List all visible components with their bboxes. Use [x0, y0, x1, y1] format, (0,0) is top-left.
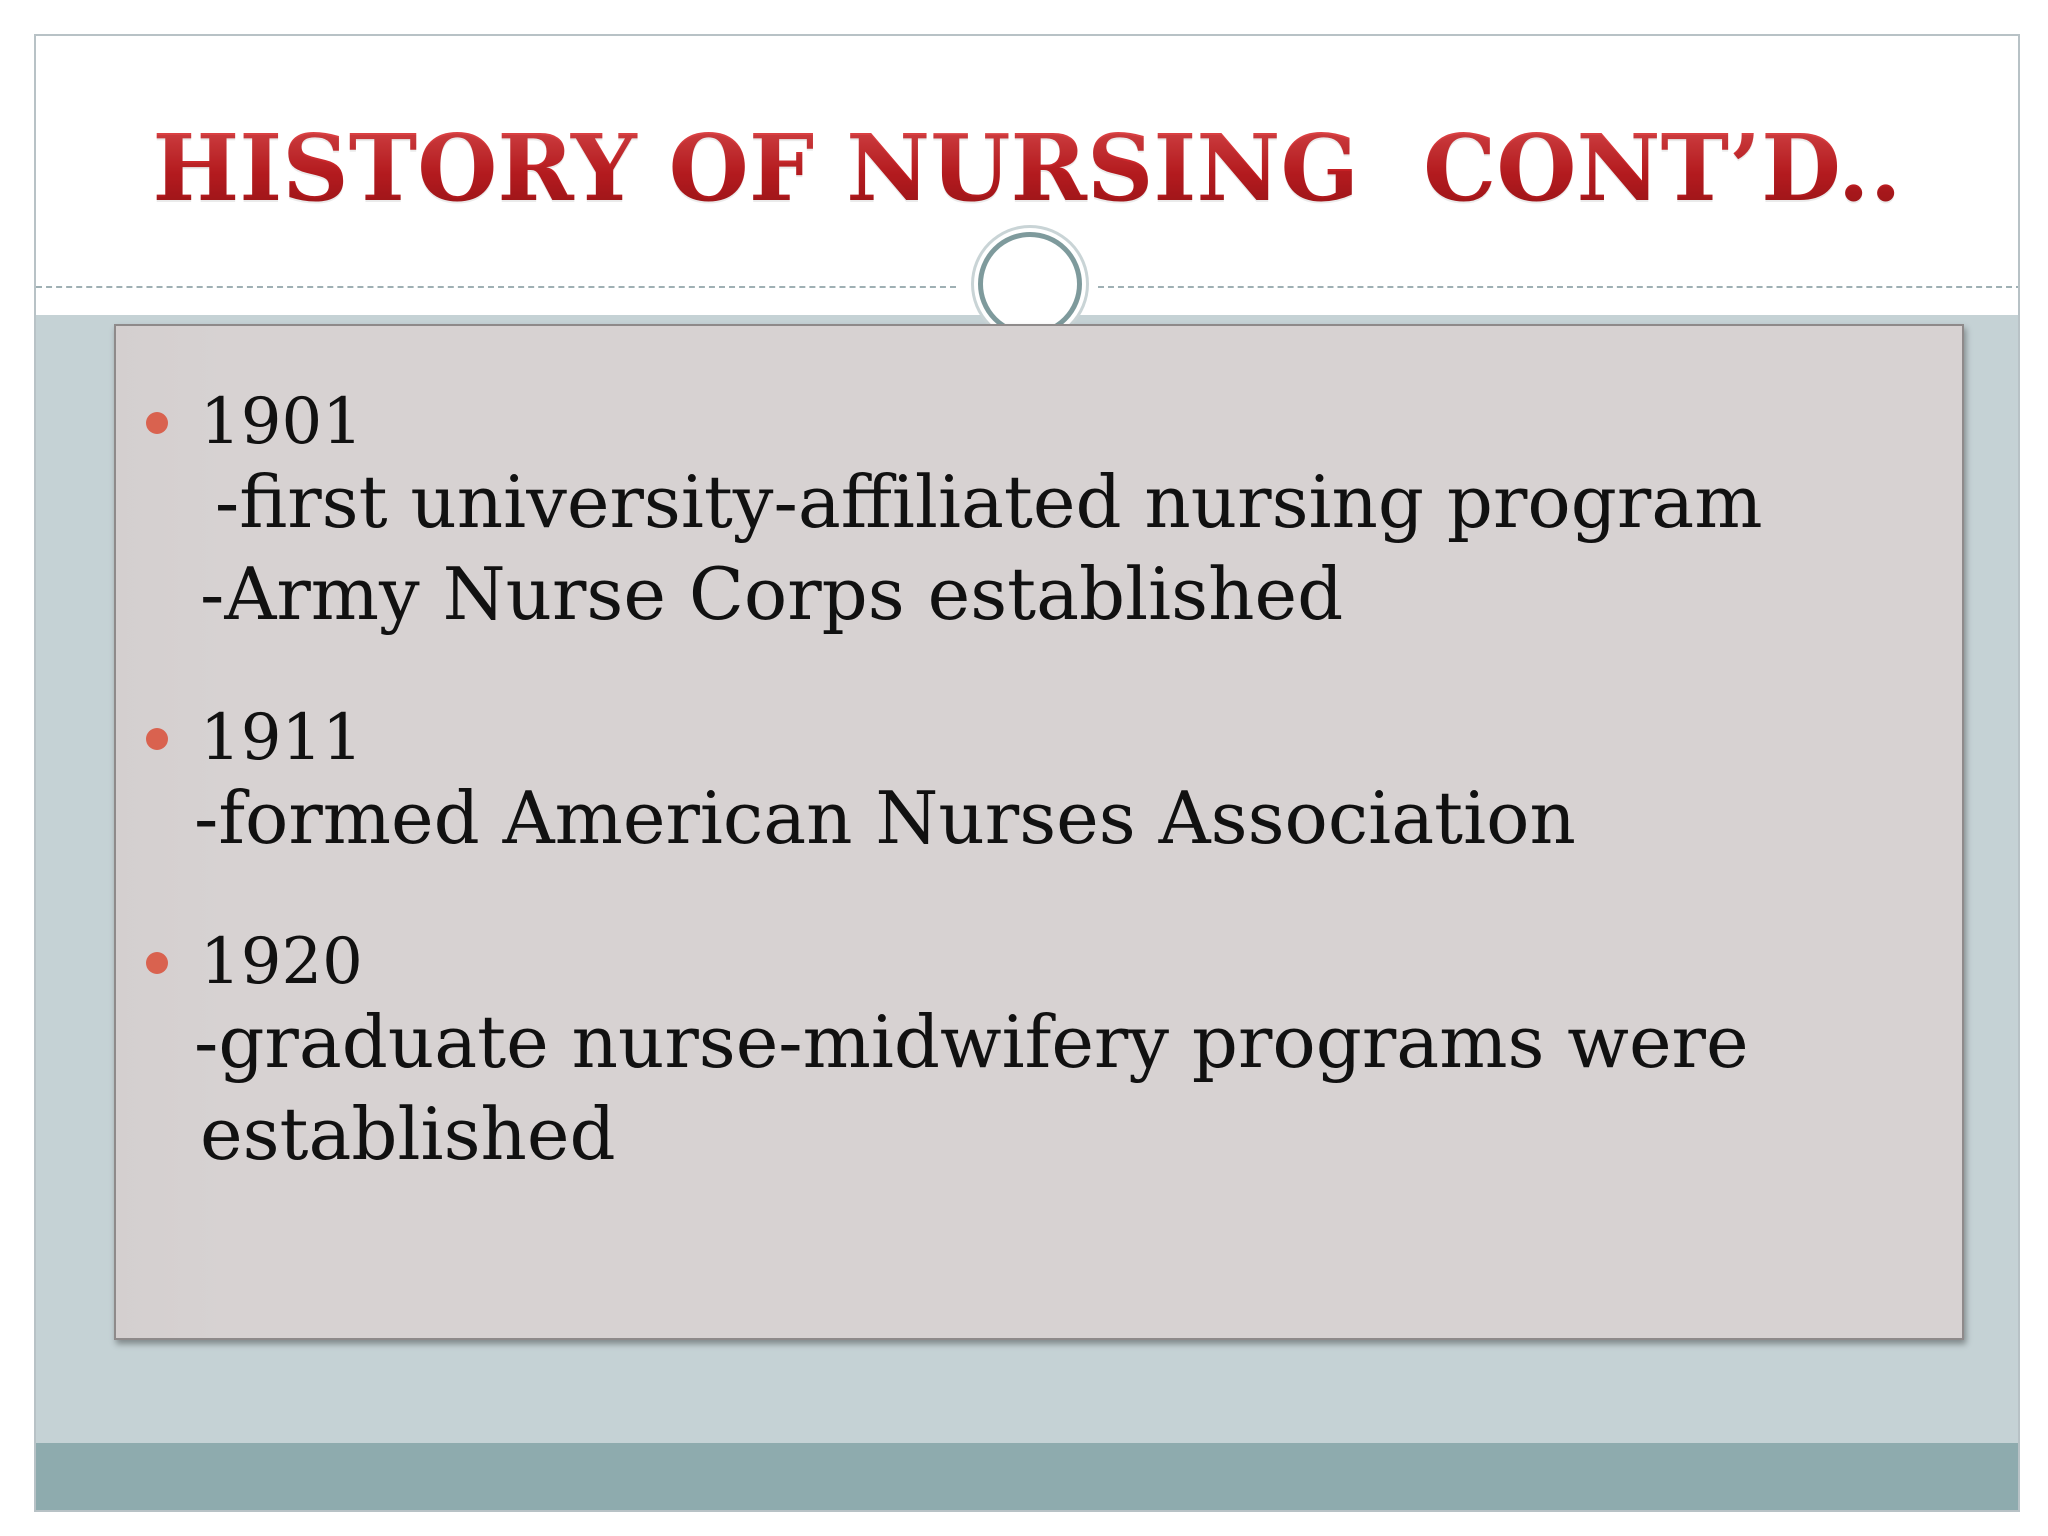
detail-line: -first university-affiliated nursing program: [192, 460, 1763, 544]
slide: [34, 34, 2020, 1512]
footer-band: [36, 1443, 2018, 1512]
detail-line: -formed American Nurses Association: [194, 776, 1576, 860]
slide-title: HISTORY OF NURSING CONT’D..: [36, 122, 2018, 214]
bullet-item-1911: [200, 701, 363, 775]
divider-ring-ornament: [978, 232, 1082, 336]
divider-line-right: [1098, 286, 2020, 288]
content-box: [114, 324, 1964, 1340]
bullet-item-1920: [200, 925, 363, 999]
bullet-dot-icon: [146, 728, 168, 750]
divider-line-left: [36, 286, 956, 288]
detail-line: established: [200, 1092, 616, 1176]
detail-line: -graduate nurse-midwifery programs were: [194, 1000, 1749, 1084]
bullet-year-label: 1901: [200, 385, 363, 459]
detail-line: -Army Nurse Corps established: [200, 552, 1344, 636]
bullet-dot-icon: [146, 952, 168, 974]
bullet-dot-icon: [146, 412, 168, 434]
bullet-year-label: 1911: [200, 701, 363, 775]
bullet-year-label: 1920: [200, 925, 363, 999]
bullet-item-1901: [200, 385, 363, 459]
